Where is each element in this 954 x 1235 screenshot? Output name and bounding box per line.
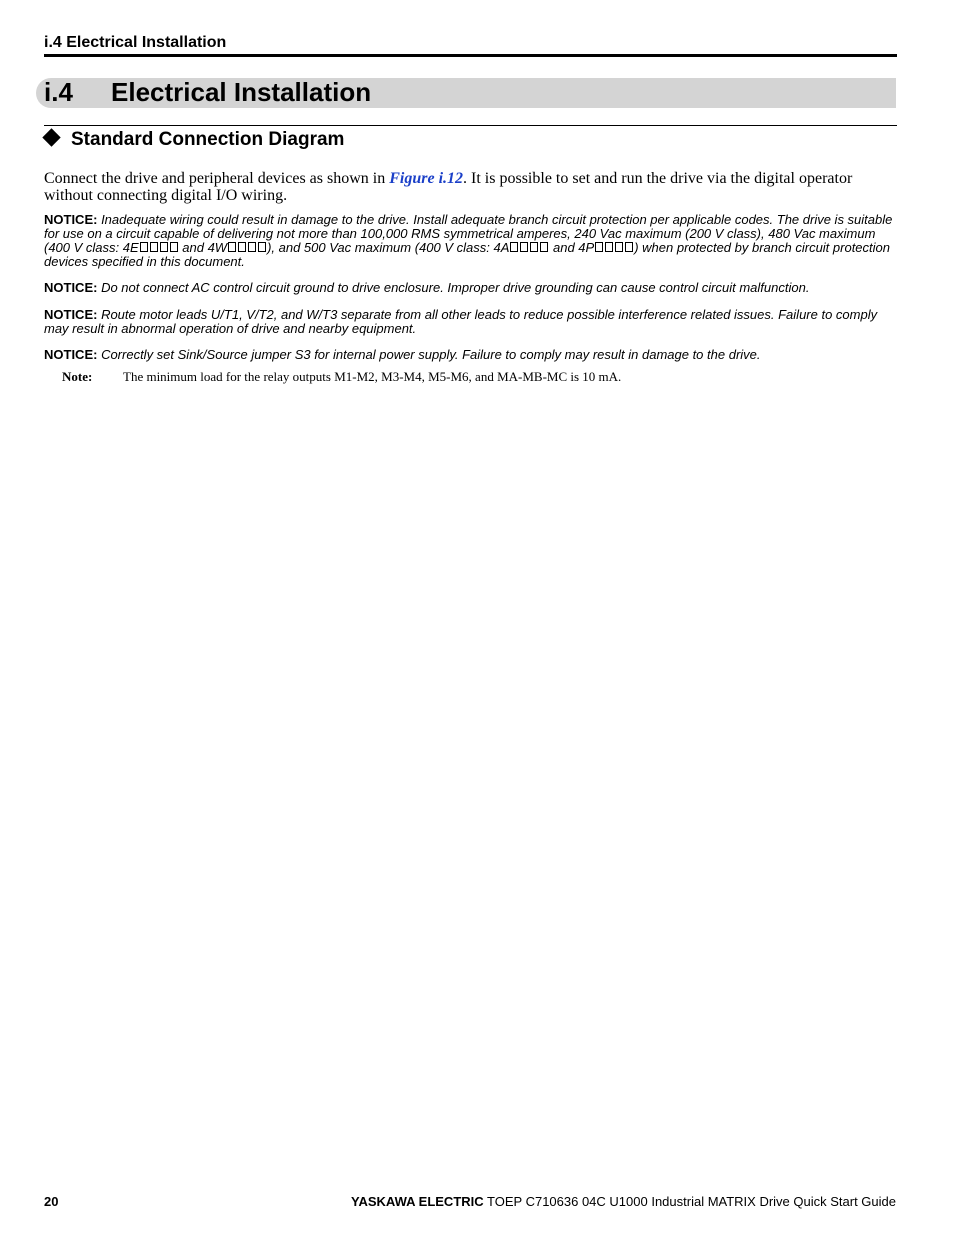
placeholder-box-icon <box>540 242 548 252</box>
placeholder-box-icon <box>170 242 178 252</box>
placeholder-box-icon <box>520 242 528 252</box>
placeholder-box-icon <box>615 242 623 252</box>
note-text: The minimum load for the relay outputs M1-M2, M3-M4, M5-M6, and MA-MB-MC is 10 mA. <box>123 369 622 384</box>
placeholder-box-icon <box>228 242 236 252</box>
notice-motor-leads: NOTICE: Route motor leads U/T1, V/T2, and W/T3 separate from all other leads to reduce possible interference related issues. Failure to comply may result in abnormal operation of drive and nearby equipment. <box>44 307 878 336</box>
placeholder-box-icon <box>160 242 168 252</box>
placeholder-box-icon <box>140 242 148 252</box>
subsection-title: Standard Connection Diagram <box>71 129 345 150</box>
header-rule <box>44 54 897 57</box>
diamond-bullet-icon <box>42 128 60 146</box>
placeholder-box-icon <box>510 242 518 252</box>
note-label: Note: <box>62 369 93 384</box>
section-heading <box>44 77 371 108</box>
notice-label: NOTICE: <box>44 212 98 227</box>
page-number: 20 <box>44 1194 59 1209</box>
placeholder-box-icon <box>530 242 538 252</box>
placeholder-box-icon <box>150 242 158 252</box>
placeholder-box-icon <box>625 242 633 252</box>
footer-doc-info <box>351 1194 896 1209</box>
notice-grounding: NOTICE: Do not connect AC control circuit ground to drive enclosure. Improper drive grounding can cause control circuit malfunction. <box>44 280 810 295</box>
notice-label: NOTICE: <box>44 307 98 322</box>
placeholder-box-icon <box>595 242 603 252</box>
footer-doc-title: TOEP C710636 04C U1000 Industrial MATRIX Drive Quick Start Guide <box>483 1194 896 1209</box>
footer-brand: YASKAWA ELECTRIC <box>350 1194 484 1209</box>
subsection-rule <box>44 125 897 126</box>
figure-link[interactable]: Figure i.12 <box>389 170 464 187</box>
placeholder-box-icon <box>248 242 256 252</box>
placeholder-box-icon <box>605 242 613 252</box>
running-header: i.4 Electrical Installation <box>44 34 227 51</box>
intro-paragraph: Connect the drive and peripheral devices as shown in Figure i.12. It is possible to set and run the drive via the digital operator without connecting digital I/O wiring. <box>44 170 853 204</box>
placeholder-box-icon <box>258 242 266 252</box>
notice-label: NOTICE: <box>44 280 98 295</box>
notice-wiring: NOTICE: Inadequate wiring could result in damage to the drive. Install adequate branch circuit protection per applicable codes. The drive is suitable for use on a circuit capable of delivering not more than 100,000 RMS symmetrical amperes, 240 Vac maximum (200 V class), 480 Vac maximum (400 V class: 4E and 4W ), and 500 Vac maximum (400 V class: 4A and 4P ) when protected by branch circuit protection devices specified in this document. <box>44 212 893 269</box>
section-title: Electrical Installation <box>111 77 372 107</box>
notice-label: NOTICE: <box>44 347 98 362</box>
subsection-heading <box>42 129 344 151</box>
section-number: i.4 <box>44 77 73 107</box>
notice-jumper: NOTICE: Correctly set Sink/Source jumper S3 for internal power supply. Failure to comply may result in damage to the drive. <box>44 347 761 362</box>
placeholder-box-icon <box>238 242 246 252</box>
note <box>62 369 902 385</box>
